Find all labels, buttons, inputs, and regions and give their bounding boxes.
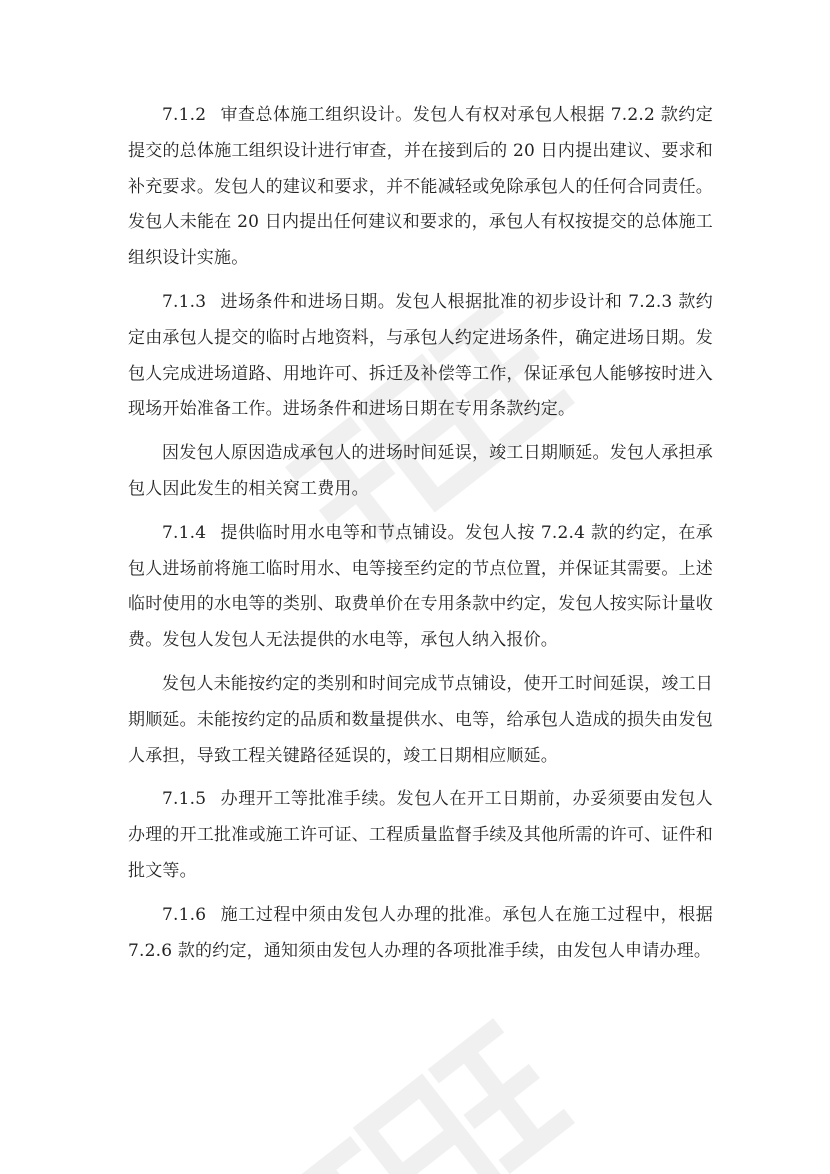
clause-number: 7.1.2 bbox=[162, 105, 207, 125]
watermark-logo-icon bbox=[250, 975, 610, 1174]
clause-paragraph bbox=[128, 898, 713, 970]
paragraph-text: 审查总体施工组织设计。发包人有权对承包人根据 7.2.2 款约定提交的总体施工组织设计进行审查，并在接到后的 20 日内提出建议、要求和补充要求。发包人的建议和要求，并不能减轻或免除承包人的任何合同责任。发包人未能在 20 日内提出任何建议和要求的，承包人有权按提交的总体施工组织设计实施。 bbox=[128, 105, 713, 269]
paragraph-text: 办理开工等批准手续。发包人在开工日期前，办妥须要由发包人办理的开工批准或施工许可证、工程质量监督手续及其他所需的许可、证件和批文等。 bbox=[128, 789, 713, 881]
clause-number: 7.1.3 bbox=[162, 291, 207, 312]
clause-paragraph bbox=[128, 98, 713, 277]
body-paragraph bbox=[128, 436, 713, 508]
clause-paragraph bbox=[128, 782, 713, 889]
paragraph-text: 进场条件和进场日期。发包人根据批准的初步设计和 7.2.3 款约定由承包人提交的临时占地资料，与承包人约定进场条件，确定进场日期。发包人完成进场道路、用地许可、拆迁及补偿等工作，保证承包人能够按时进入现场开始准备工作。进场条件和进场日期在专用条款约定。 bbox=[128, 291, 713, 420]
paragraph-text: 因发包人原因造成承包人的进场时间延误，竣工日期顺延。发包人承担承包人因此发生的相关窝工费用。 bbox=[128, 443, 713, 499]
clause-number: 7.1.5 bbox=[162, 789, 207, 810]
document-body bbox=[128, 98, 713, 977]
paragraph-text: 提供临时用水电等和节点铺设。发包人按 7.2.4 款的约定，在承包人进场前将施工临时用水、电等接至约定的节点位置，并保证其需要。上述临时使用的水电等的类别、取费单价在专用条款中约定，发包人按实际计量收费。发包人发包人无法提供的水电等，承包人纳入报价。 bbox=[128, 522, 713, 651]
clause-number: 7.1.6 bbox=[162, 904, 207, 925]
body-paragraph bbox=[128, 667, 713, 774]
clause-number: 7.1.4 bbox=[162, 522, 207, 543]
clause-paragraph bbox=[128, 516, 713, 659]
paragraph-text: 发包人未能按约定的类别和时间完成节点铺设，使开工时间延误，竣工日期顺延。未能按约定的品质和数量提供水、电等，给承包人造成的损失由发包人承担，导致工程关键路径延误的，竣工日期相应顺延。 bbox=[128, 673, 713, 766]
paragraph-text: 施工过程中须由发包人办理的批准。承包人在施工过程中，根据 7.2.6 款的约定，通知须由发包人办理的各项批准手续，由发包人申请办理。 bbox=[128, 904, 713, 961]
clause-paragraph bbox=[128, 285, 713, 428]
